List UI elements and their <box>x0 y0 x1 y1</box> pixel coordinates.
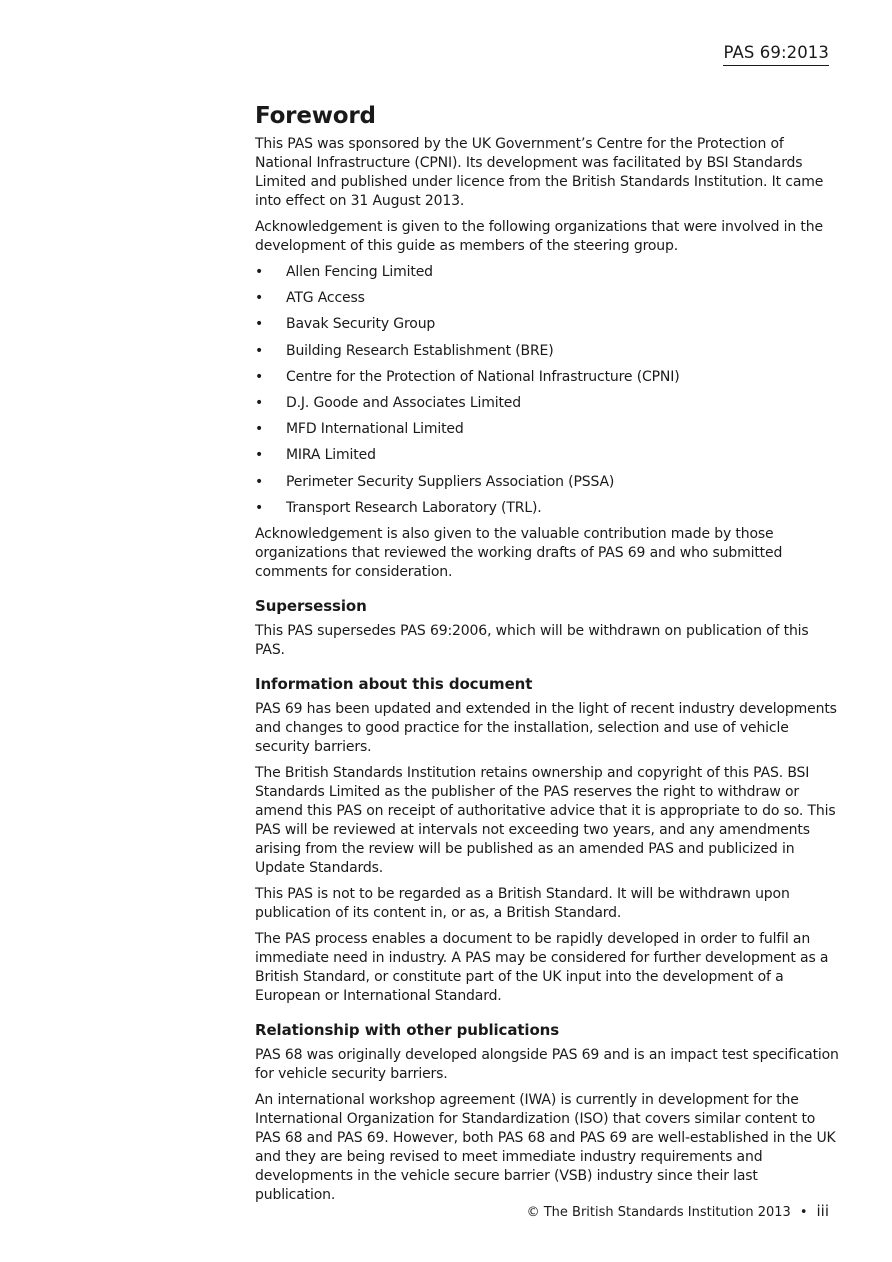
foreword-intro: This PAS was sponsored by the UK Government’s Centre for the Protection of National Infrastructure (CPNI). Its development was facilitated by BSI Standards Limited and published under licence from the British Standards Institution. It came into effect on 31 August 2013. <box>255 136 824 209</box>
copyright-notice: © The British Standards Institution 2013 <box>526 1205 791 1220</box>
information-paragraph: The PAS process enables a document to be rapidly developed in order to fulfil an immediate need in industry. A PAS may be considered for further development as a British Standard, or constitute part of the UK input into the development of a European or International Standard. <box>255 930 829 1004</box>
page-footer <box>527 1201 829 1223</box>
information-heading: Information about this document <box>255 674 533 693</box>
list-item: • Bavak Security Group <box>255 315 841 341</box>
page-number: iii <box>816 1202 829 1220</box>
list-item: • MFD International Limited <box>255 420 841 446</box>
information-paragraph: PAS 69 has been updated and extended in the light of recent industry developments and changes to good practice for the installation, selection and use of vehicle security barriers. <box>255 700 837 755</box>
supersession-text: This PAS supersedes PAS 69:2006, which will be withdrawn on publication of this PAS. <box>255 622 809 658</box>
list-item: • D.J. Goode and Associates Limited <box>255 394 841 420</box>
list-item: • Perimeter Security Suppliers Association (PSSA) <box>255 473 841 499</box>
relationship-paragraph: An international workshop agreement (IWA) is currently in development for the International Organization for Standardization (ISO) that covers similar content to PAS 68 and PAS 69. However, both PAS 68 and PAS 69 are well-established in the UK and they are being revised to meet immediate industry requirements and developments in the vehicle secure barrier (VSB) industry since their last publication. <box>255 1091 836 1203</box>
relationship-paragraph: PAS 68 was originally developed alongside PAS 69 and is an impact test specification for vehicle security barriers. <box>255 1046 839 1082</box>
steering-group-list <box>255 263 841 518</box>
footer-separator: • <box>799 1205 808 1220</box>
list-item: • ATG Access <box>255 289 841 315</box>
list-item: • MIRA Limited <box>255 446 841 472</box>
acknowledgement-also: Acknowledgement is also given to the valuable contribution made by those organizations that reviewed the working drafts of PAS 69 and who submitted comments for consideration. <box>255 525 783 580</box>
page-content <box>255 101 841 1212</box>
acknowledgement-intro: Acknowledgement is given to the following organizations that were involved in the development of this guide as members of the steering group. <box>255 219 823 254</box>
relationship-heading: Relationship with other publications <box>255 1020 560 1039</box>
list-item: • Allen Fencing Limited <box>255 263 841 289</box>
list-item: • Centre for the Protection of National Infrastructure (CPNI) <box>255 368 841 394</box>
information-paragraph: The British Standards Institution retains ownership and copyright of this PAS. BSI Standards Limited as the publisher of the PAS reserves the right to withdraw or amend this PAS on receipt of authoritative advice that it is appropriate to do so. This PAS will be reviewed at intervals not exceeding two years, and any amendments arising from the review will be published as an amended PAS and publicized in Update Standards. <box>255 764 836 876</box>
foreword-title: Foreword <box>255 103 376 129</box>
supersession-heading: Supersession <box>255 596 367 615</box>
information-paragraph: This PAS is not to be regarded as a British Standard. It will be withdrawn upon publication of its content in, or as, a British Standard. <box>255 885 790 921</box>
list-item: • Building Research Establishment (BRE) <box>255 342 841 368</box>
document-reference: PAS 69:2013 <box>723 43 829 66</box>
list-item: • Transport Research Laboratory (TRL). <box>255 499 841 518</box>
